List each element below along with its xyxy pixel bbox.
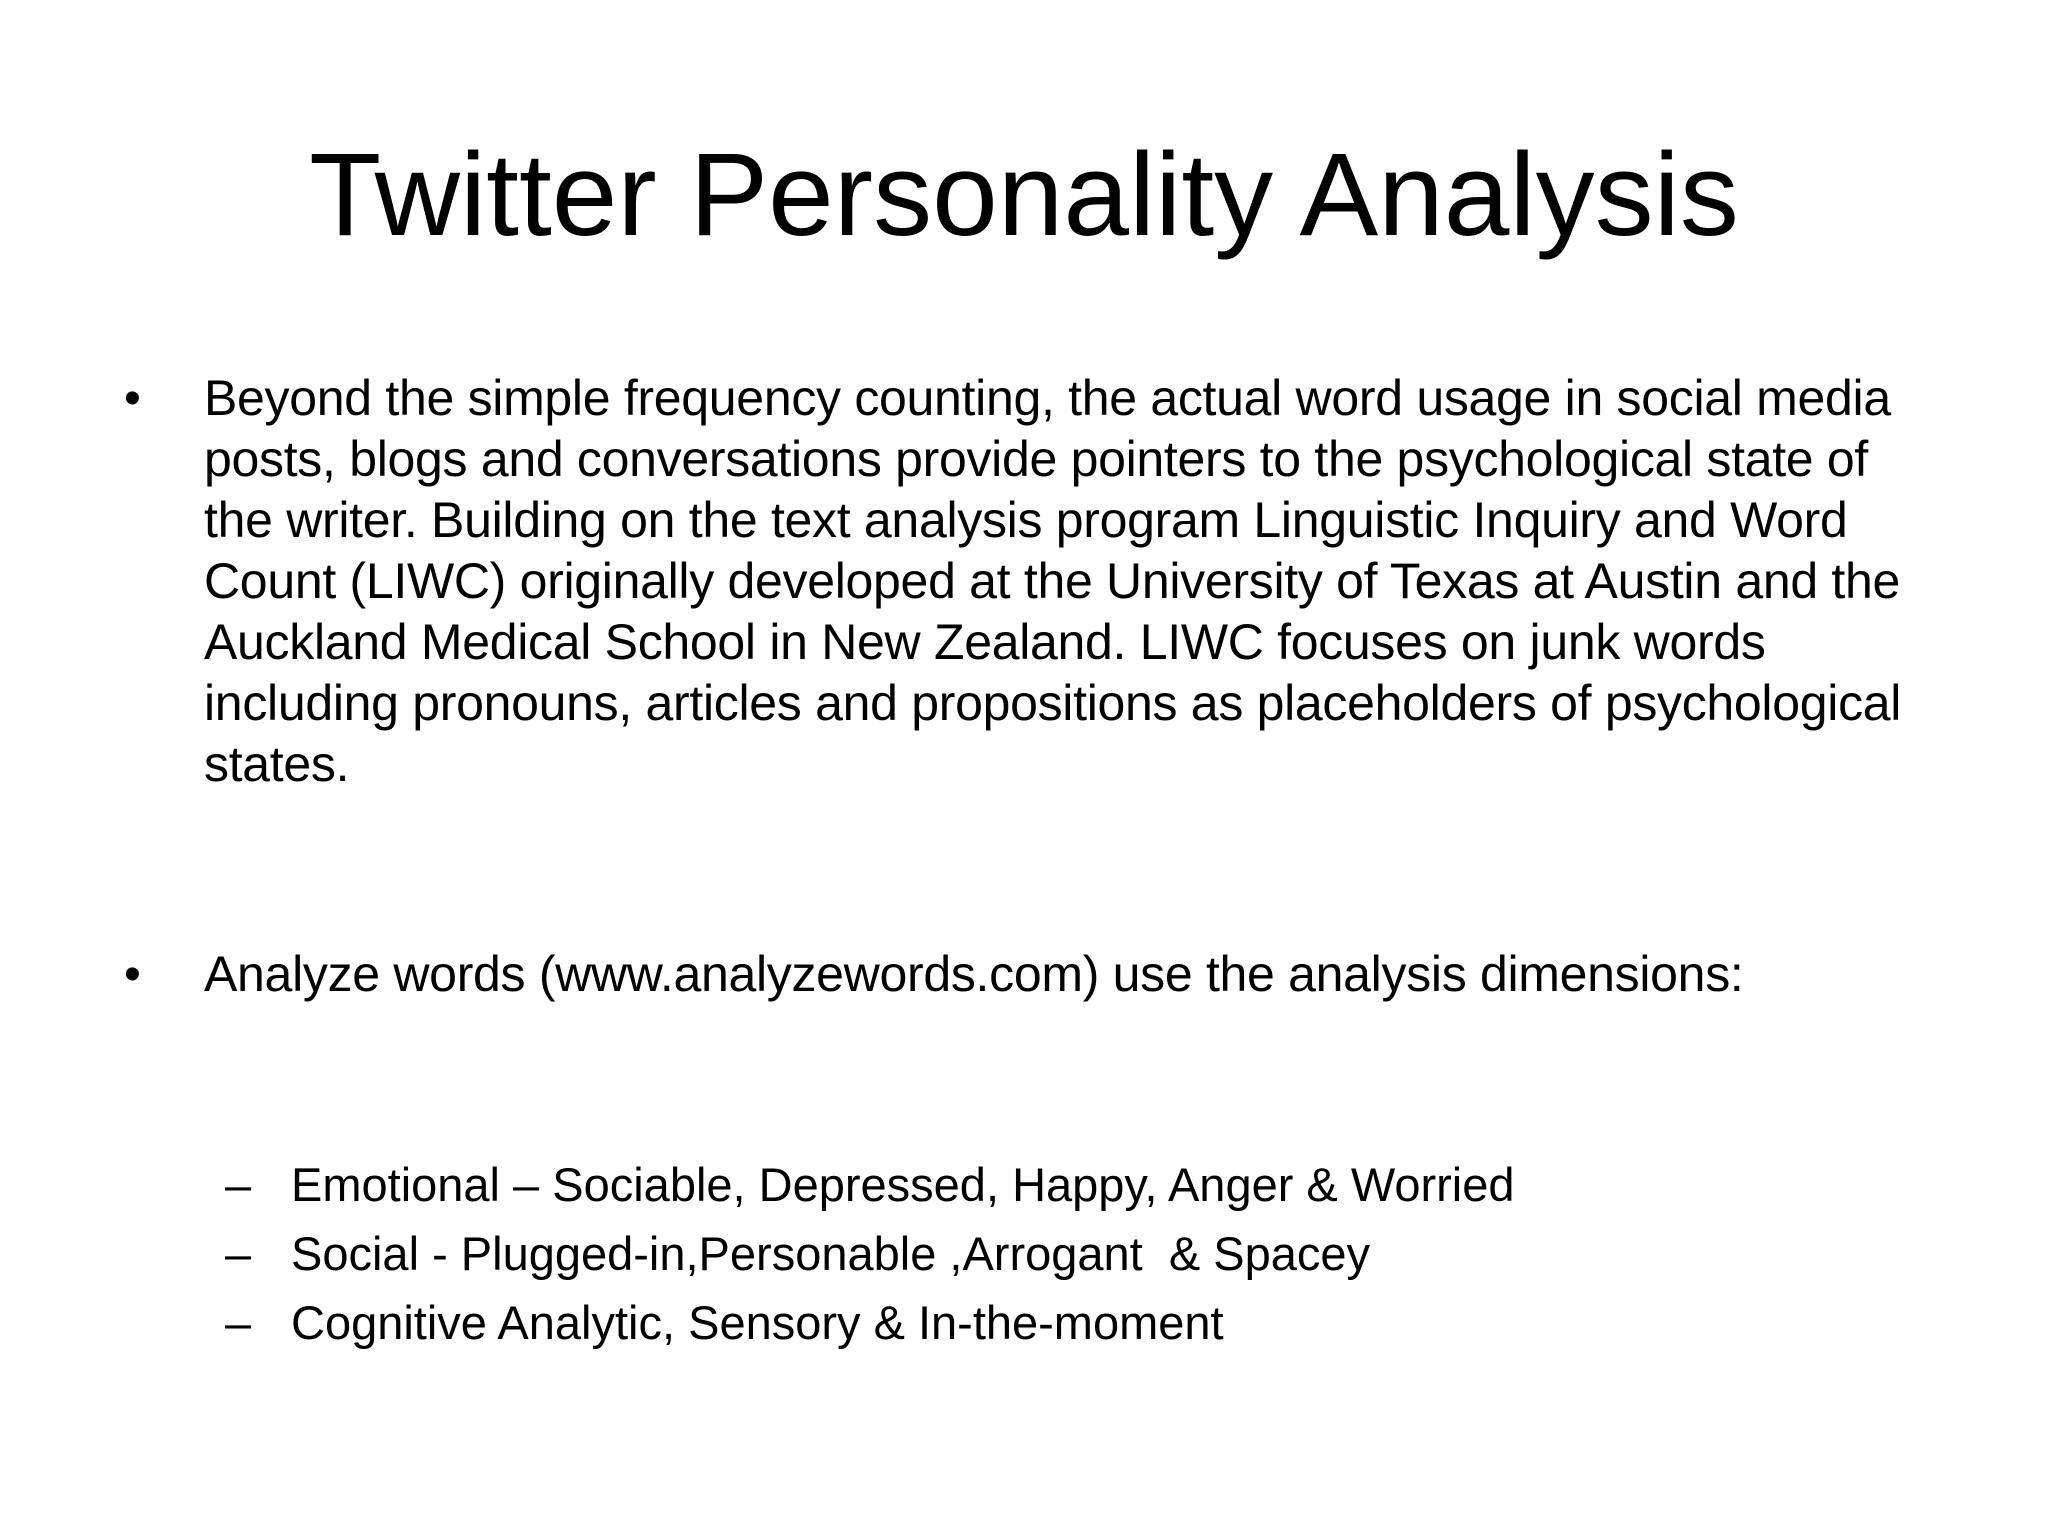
sub-bullet-item <box>225 1288 1925 1357</box>
slide-title: Twitter Personality Analysis <box>309 129 1739 261</box>
bullet-item <box>124 368 1944 795</box>
sub-bullet-text: Social - Plugged-in,Personable ,Arrogant & Spacey <box>291 1227 1371 1280</box>
dash-icon: – <box>225 1296 252 1349</box>
dash-icon: – <box>225 1227 252 1280</box>
bullet-icon: • <box>124 948 141 1001</box>
sub-bullet-item <box>225 1219 1925 1288</box>
bullet-item <box>124 944 1944 1005</box>
dash-icon: – <box>225 1158 252 1211</box>
bullet-icon: • <box>124 372 141 425</box>
sub-bullet-text: Cognitive Analytic, Sensory & In-the-moment <box>291 1296 1224 1349</box>
sub-bullet-item <box>225 1150 1925 1219</box>
bullet-text: Beyond the simple frequency counting, the actual word usage in social media posts, blogs and conversations provide pointers to the psychological state of the writer. Building on the text analysis program Linguistic Inquiry and Word Count (LIWC) originally developed at the University of Texas at Austin and the Auckland Medical School in New Zealand. LIWC focuses on junk words including pronouns, articles and propositions as placeholders of psychological states. <box>204 370 1902 792</box>
bullet-text: Analyze words (www.analyzewords.com) use the analysis dimensions: <box>204 946 1744 1002</box>
sub-bullet-list <box>225 1150 1925 1357</box>
sub-bullet-text: Emotional – Sociable, Depressed, Happy, Anger & Worried <box>291 1158 1515 1211</box>
